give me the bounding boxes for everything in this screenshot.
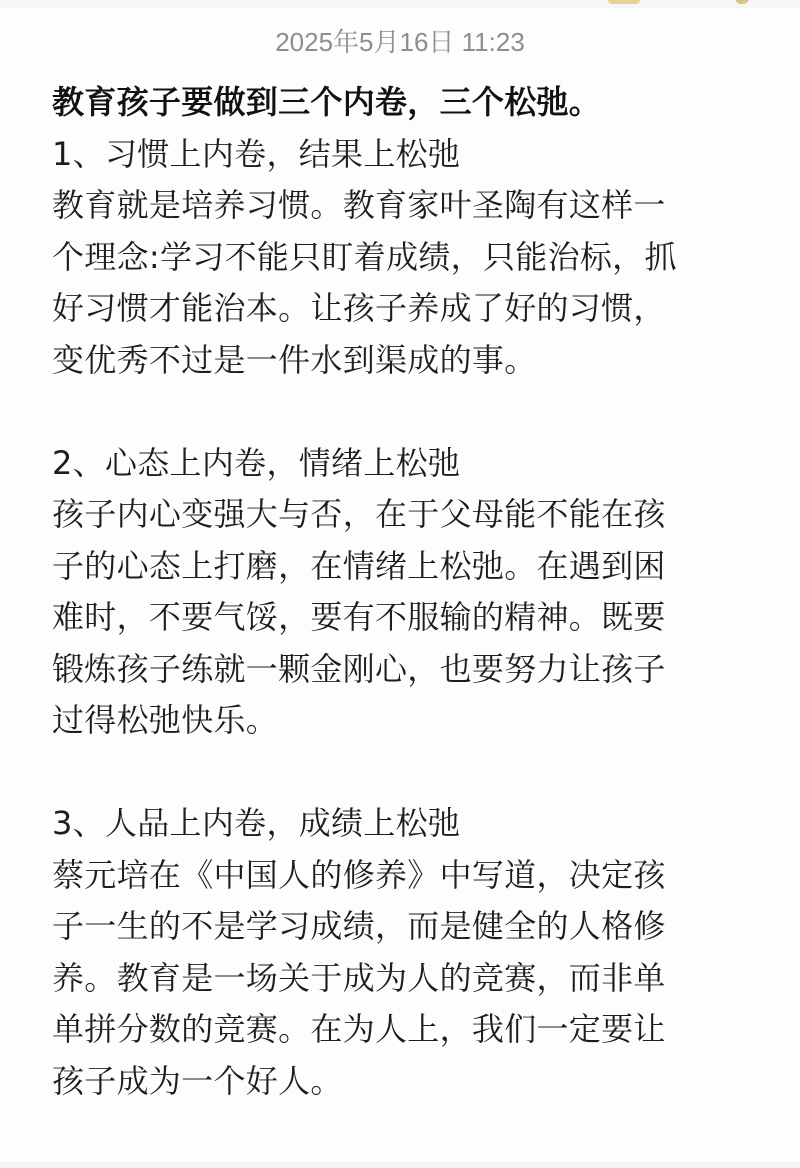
paragraph-line: 个理念:学习不能只盯着成绩，只能治标，抓 <box>52 237 677 276</box>
paragraph-line: 过得松弛快乐。 <box>52 701 279 739</box>
section-2 <box>52 438 752 747</box>
paragraph-line: 变优秀不过是一件水到渠成的事。 <box>52 340 537 379</box>
paragraph-line: 蔡元培在《中国人的修养》中写道，决定孩 <box>52 855 666 894</box>
blank-line <box>52 747 752 799</box>
note-title: 教育孩子要做到三个内卷，三个松弛。 <box>52 83 602 121</box>
top-edge-icon <box>608 0 640 4</box>
paragraph-line: 锻炼孩子练就一颗金刚心，也要努力让孩子 <box>52 649 666 688</box>
bottom-strip <box>0 1162 800 1168</box>
paragraph-line: 难时，不要气馁，要有不服输的精神。既要 <box>52 598 666 636</box>
paragraph-line: 孩子内心变强大与否，在于父母能不能在孩 <box>52 495 666 533</box>
blank-line <box>52 386 752 438</box>
paragraph-line: 好习惯才能治本。让孩子养成了好的习惯， <box>52 289 666 327</box>
paragraph-line: 教育就是培养习惯。教育家叶圣陶有这样一 <box>52 186 666 224</box>
section-1 <box>52 129 752 387</box>
paragraph-line: 单拼分数的竞赛。在为人上，我们一定要让 <box>52 1010 666 1048</box>
section-heading: 1、习惯上内卷，结果上松弛 <box>52 134 461 173</box>
paragraph-line: 孩子成为一个好人。 <box>52 1061 343 1100</box>
section-heading: 3、人品上内卷，成绩上松弛 <box>52 804 461 842</box>
timestamp: 2025年5月16日 11:23 <box>275 27 525 57</box>
section-heading: 2、心态上内卷，情绪上松弛 <box>52 443 461 482</box>
note-body <box>52 77 752 1107</box>
paragraph-line: 养。教育是一场关于成为人的竞赛，而非单 <box>52 958 666 997</box>
section-3 <box>52 798 752 1107</box>
paragraph-line: 子一生的不是学习成绩，而是健全的人格修 <box>52 907 666 945</box>
top-strip <box>0 0 800 8</box>
paragraph-line: 子的心态上打磨，在情绪上松弛。在遇到困 <box>52 546 666 585</box>
